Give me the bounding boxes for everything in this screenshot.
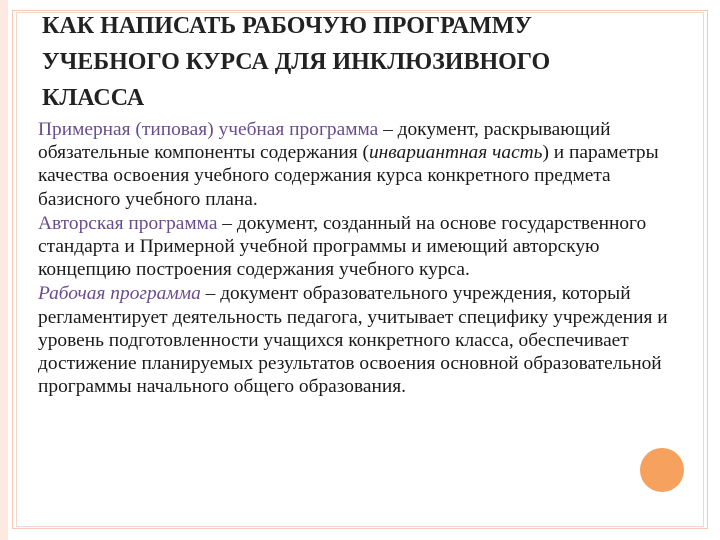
left-decor-bar [0, 0, 8, 540]
paragraph-italic-text: инвариантная часть [368, 142, 543, 164]
term-model-program: Примерная (типовая) учебная программа [38, 119, 379, 140]
paragraph-text: – документ, раскрывающий обязательные компоненты содержания ( [38, 119, 611, 164]
paragraph-text: ) и параметры качества освоения учебного содержания курса конкретного предмета базисного учебного плана. [38, 142, 659, 210]
paragraph-text: – документ образовательного учреждения, который регламентирует деятельность педагога, учитывает специфику учреждения и уровень подготовленности учащихся конкретного класса, обеспечивает достижение планируемых результатов освоения основной образовательной программы начального общего образования. [38, 283, 668, 398]
decorative-orange-circle [640, 448, 684, 492]
slide-body [38, 118, 688, 399]
paragraph-text: – документ, созданный на основе государственного стандарта и Примерной учебной программы и имеющий авторскую концепцию построения содержания учебного курса. [38, 212, 647, 281]
term-work-program: Рабочая программа [38, 283, 201, 305]
title-line-3: КЛАССА [42, 85, 145, 111]
paragraph-model-program [38, 118, 688, 211]
title-line-2: УЧЕБНОГО КУРСА ДЛЯ ИНКЛЮЗИВНОГО [42, 49, 551, 75]
paragraph-author-program [38, 212, 688, 282]
slide-title [42, 8, 682, 116]
paragraph-work-program [38, 282, 688, 398]
title-line-1: КАК НАПИСАТЬ РАБОЧУЮ ПРОГРАММУ [42, 13, 533, 39]
term-author-program: Авторская программа [38, 212, 218, 234]
